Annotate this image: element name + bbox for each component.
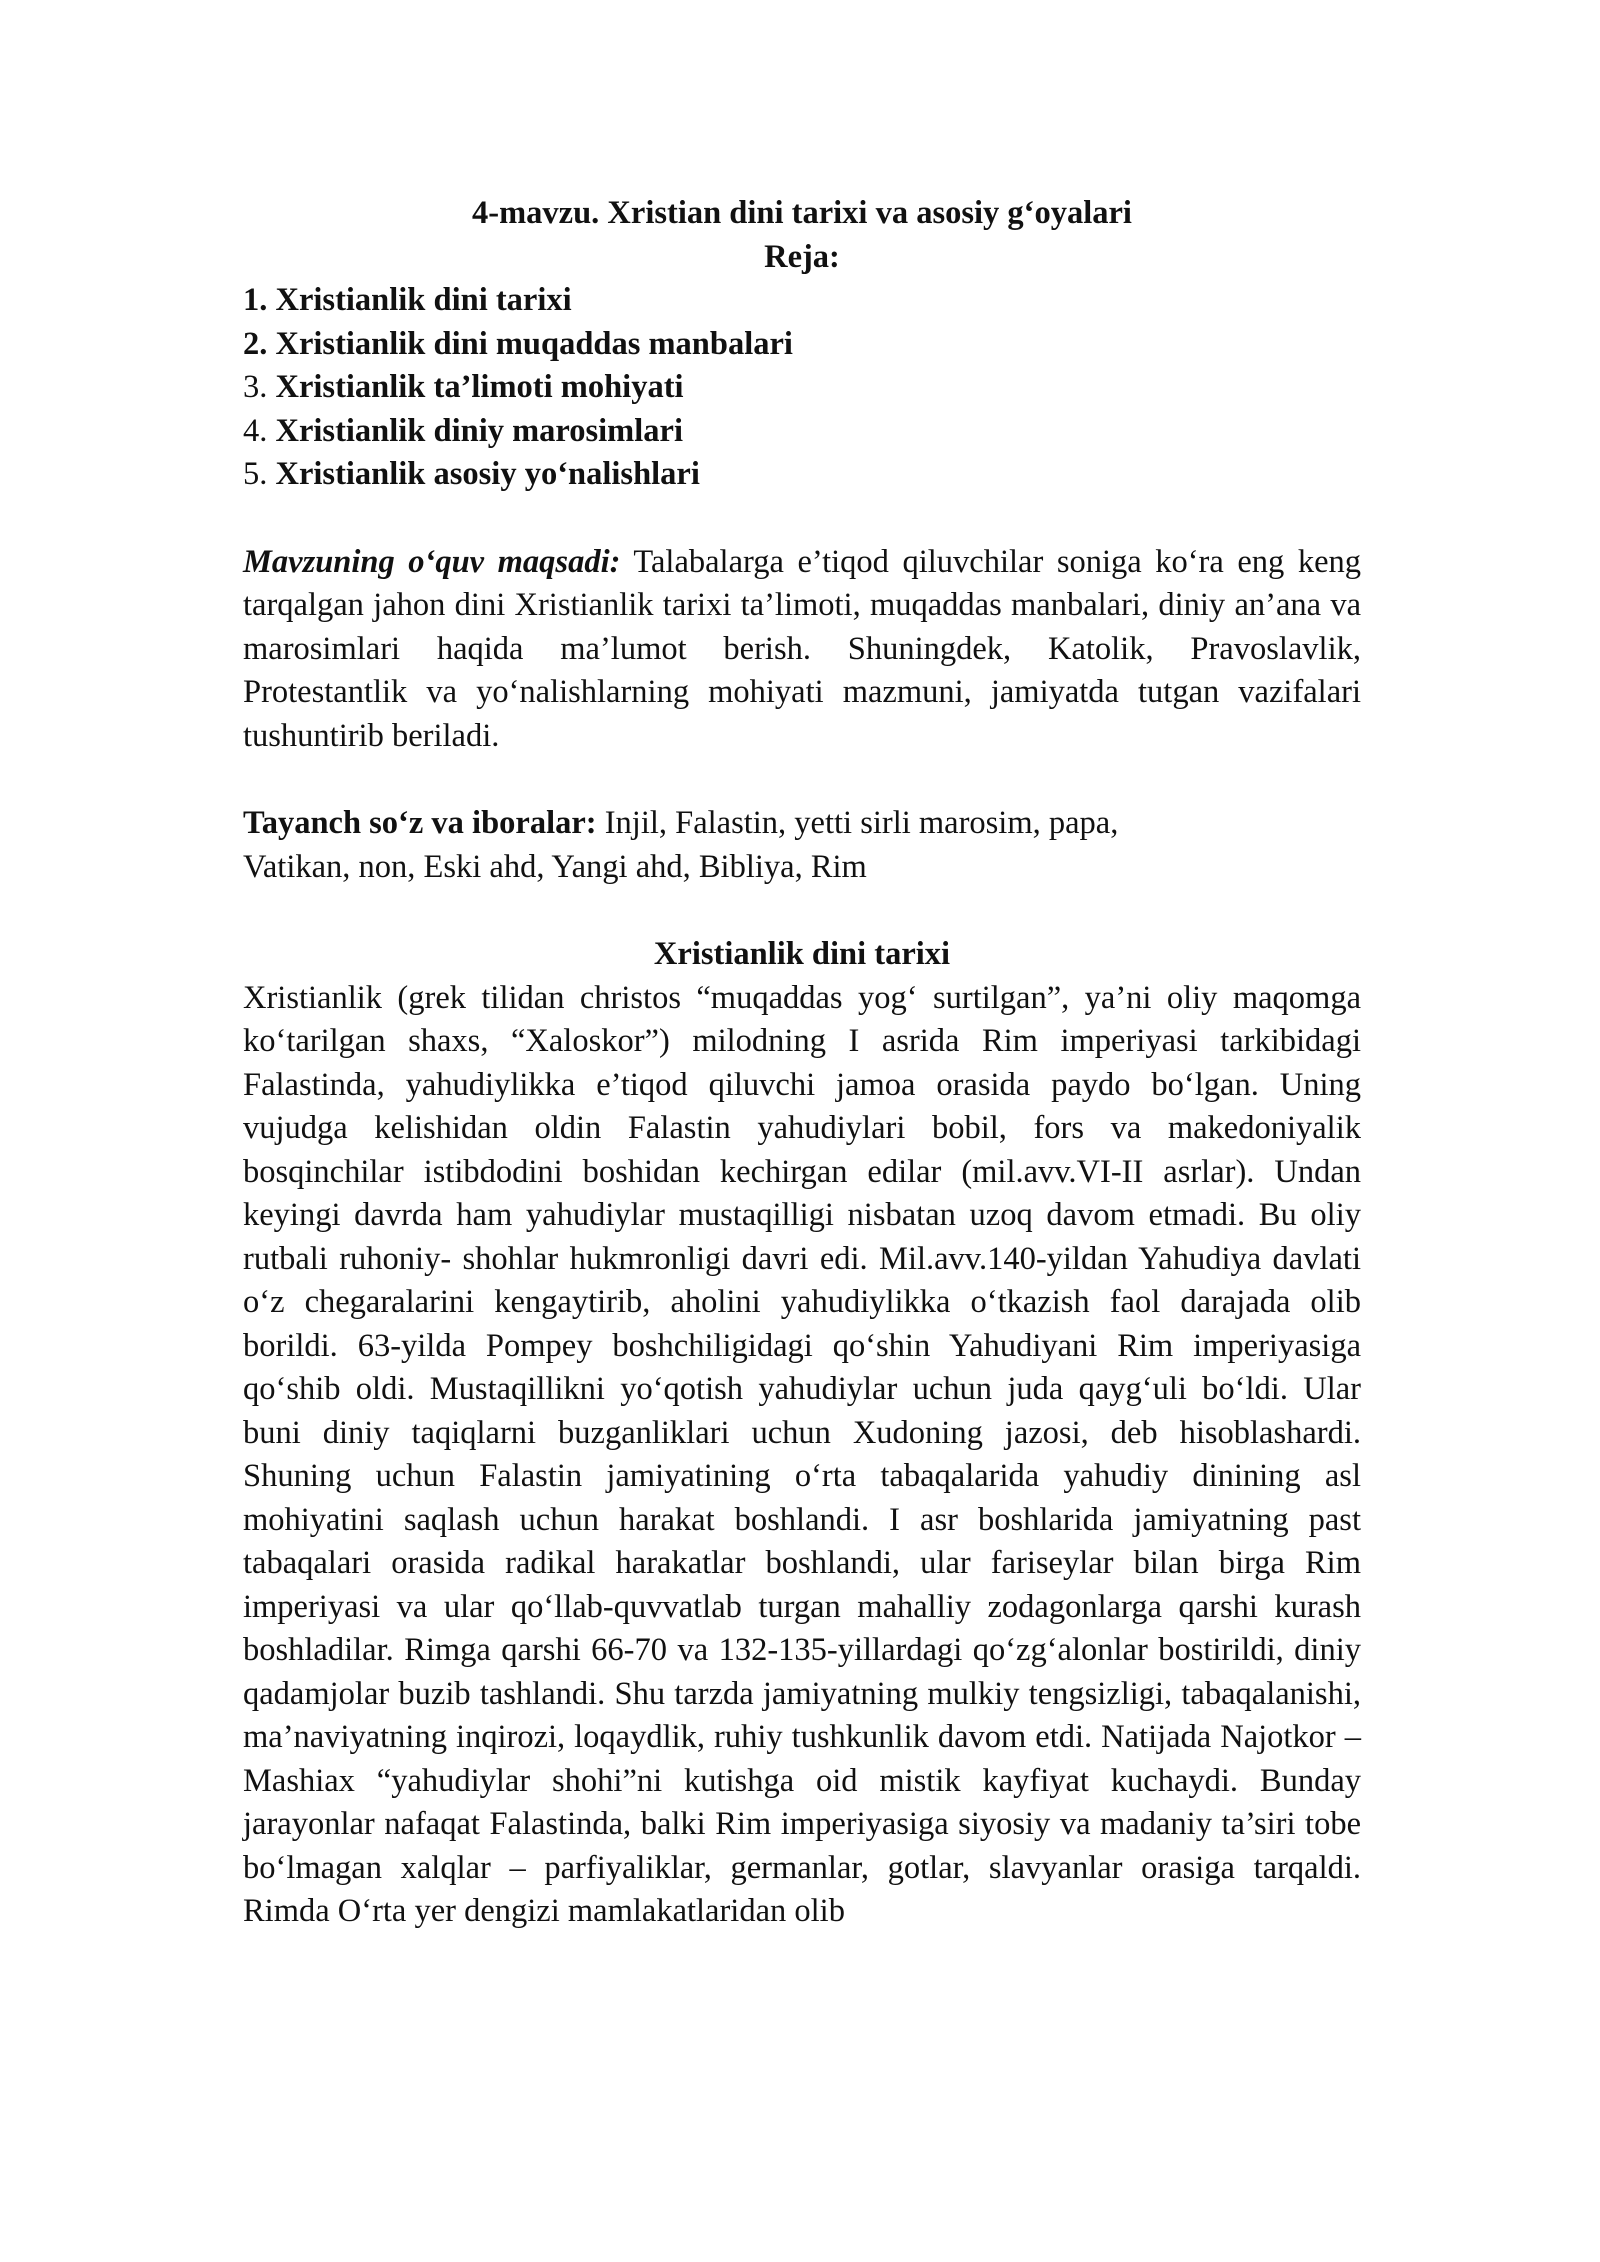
plan-item: 3. Xristianlik ta’limoti mohiyati: [243, 369, 684, 405]
plan-heading: Reja:: [764, 238, 840, 275]
keywords-line-2: Vatikan, non, Eski ahd, Yangi ahd, Bibliya, Rim: [243, 848, 867, 885]
plan-item: 2. Xristianlik dini muqaddas manbalari: [243, 325, 793, 362]
keywords-label: Tayanch so‘z va iboralar:: [243, 805, 597, 841]
spacer: [243, 497, 1361, 541]
goal-label: Mavzuning o‘quv maqsadi:: [243, 543, 621, 580]
spacer: [243, 889, 1361, 933]
section-heading: Xristianlik dini tarixi: [653, 936, 951, 972]
keywords-line-1: Injil, Falastin, yetti sirli marosim, papa,: [596, 805, 1119, 841]
keywords-paragraph: [243, 802, 1361, 889]
goal-text: Talabalarga e’tiqod qiluvchilar soniga ko‘ra eng keng tarqalgan jahon dini Xristianlik tarixi ta’limoti, muqaddas manbalari, diniy an’ana va marosimlari haqida ma’lumot berish. Shuningdek, Katolik, Pravoslavlik, Protestantlik va yo‘nalishlarning mohiyati mazmuni, jamiyatda tutgan vazifalari tushuntirib beriladi.: [243, 543, 1362, 754]
plan-item: 4. Xristianlik diniy marosimlari: [243, 412, 683, 449]
plan-item: 1. Xristianlik dini tarixi: [243, 282, 572, 318]
plan-list: [243, 279, 1361, 497]
plan-item: 5. Xristianlik asosiy yo‘nalishlari: [243, 456, 700, 492]
goal-paragraph: [243, 541, 1361, 759]
section-body: Xristianlik (grek tilidan christos “muqaddas yog‘ surtilgan”, ya’ni oliy maqomga ko‘tarilgan shaxs, “Xaloskor”) milodning I asrida Rim imperiyasi tarkibidagi Falastinda, yahudiylikka e’tiqod qiluvchi jamoa orasida paydo bo‘lgan. Uning vujudga kelishidan oldin Falastin yahudiylari bobil, fors va makedoniyalik bosqinchilar istibdodini boshidan kechirgan edilar (mil.avv.VI-II asrlar). Undan keyingi davrda ham yahudiylar mustaqilligi nisbatan uzoq davom etmadi. Bu oliy rutbali ruhoniy- shohlar hukmronligi davri edi. Mil.avv.140-yildan Yahudiya davlati o‘z chegaralarini kengaytirib, aholini yahudiylikka o‘tkazish faol darajada olib borildi. 63-yilda Pompey boshchiligidagi qo‘shin Yahudiyani Rim imperiyasiga qo‘shib oldi. Mustaqillikni yo‘qotish yahudiylar uchun juda qayg‘uli bo‘ldi. Ular buni diniy taqiqlarni buzganliklari uchun Xudoning jazosi, deb hisoblashardi. Shuning uchun Falastin jamiyatining o‘rta tabaqalarida yahudiy dinining asl mohiyatini saqlash uchun harakat boshlandi. I asr boshlarida jamiyatning past tabaqalari orasida radikal harakatlar boshlandi, ular fariseylar bilan birga Rim imperiyasi va ular qo‘llab-quvvatlab turgan mahalliy zodagonlarga qarshi kurash boshladilar. Rimga qarshi 66-70 va 132-135-yillardagi qo‘zg‘alonlar bostirildi, diniy qadamjolar buzib tashlandi. Shu tarzda jamiyatning mulkiy tengsizligi, tabaqalanishi, ma’naviyatning inqirozi, loqaydlik, ruhiy tushkunlik davom etdi. Natijada Najotkor – Mashiax “yahudiylar shohi”ni kutishga oid mistik kayfiyat kuchaydi. Bunday jarayonlar nafaqat Falastinda, balki Rim imperiyasiga siyosiy va madaniy ta’siri tobe bo‘lmagan xalqlar – parfiyaliklar, germanlar, gotlar, slavyanlar orasiga tarqaldi. Rimda O‘rta yer dengizi mamlakatlaridan olib: [243, 979, 1361, 1929]
document-page: [243, 192, 1361, 1934]
spacer: [243, 758, 1361, 802]
document-title: 4-mavzu. Xristian dini tarixi va asosiy g‘oyalari: [472, 195, 1132, 231]
